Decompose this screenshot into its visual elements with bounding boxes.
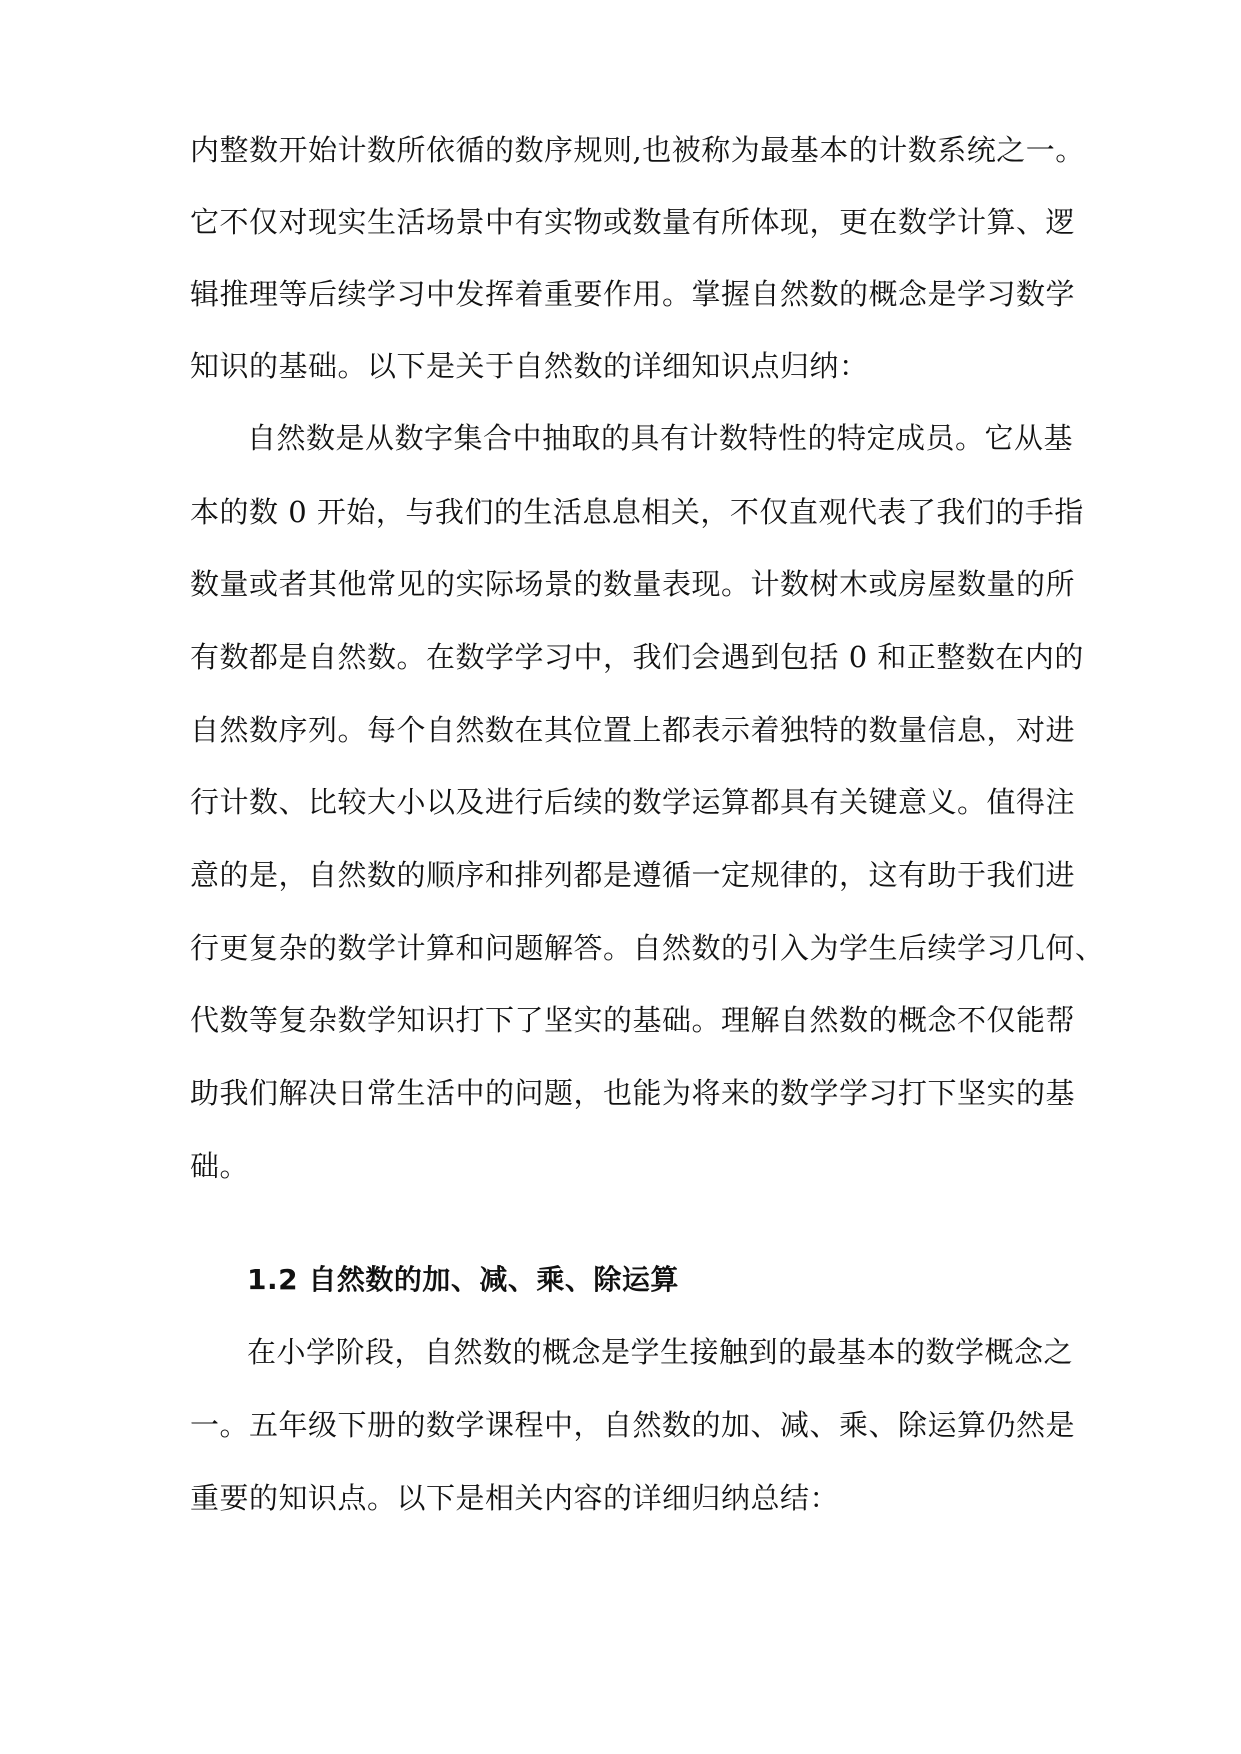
paragraph2-line-8: 行更复杂的数学计算和问题解答。自然数的引入为学生后续学习几何、 (190, 931, 1105, 965)
paragraph2-line-4: 有数都是自然数。在数学学习中，我们会遇到包括 0 和正整数在内的 (190, 640, 1084, 674)
paragraph1-line-4: 知识的基础。以下是关于自然数的详细知识点归纳： (190, 349, 869, 383)
paragraph2-line-1: 自然数是从数字集合中抽取的具有计数特性的特定成员。它从基 (247, 421, 1074, 455)
paragraph2-line-11: 础。 (190, 1149, 250, 1183)
paragraph2-line-6: 行计数、比较大小以及进行后续的数学运算都具有关键意义。值得注 (190, 785, 1076, 819)
paragraph2-line-7: 意的是，自然数的顺序和排列都是遵循一定规律的，这有助于我们进 (190, 858, 1076, 892)
paragraph2-line-5: 自然数序列。每个自然数在其位置上都表示着独特的数量信息，对进 (190, 713, 1076, 747)
paragraph3-line-1: 在小学阶段，自然数的概念是学生接触到的最基本的数学概念之 (247, 1335, 1074, 1369)
section-heading: 1.2 自然数的加、减、乘、除运算 (247, 1263, 679, 1296)
paragraph1-line-1: 内整数开始计数所依循的数序规则,也被称为最基本的计数系统之一。 (190, 133, 1085, 167)
paragraph2-line-3: 数量或者其他常见的实际场景的数量表现。计数树木或房屋数量的所 (190, 567, 1076, 601)
paragraph2-line-10: 助我们解决日常生活中的问题，也能为将来的数学学习打下坚实的基 (190, 1076, 1076, 1110)
paragraph3-line-3: 重要的知识点。以下是相关内容的详细归纳总结： (190, 1481, 840, 1515)
paragraph2-line-2: 本的数 0 开始，与我们的生活息息相关，不仅直观代表了我们的手指 (190, 495, 1084, 529)
paragraph2-line-9: 代数等复杂数学知识打下了坚实的基础。理解自然数的概念不仅能帮 (190, 1003, 1076, 1037)
paragraph3-line-2: 一。五年级下册的数学课程中，自然数的加、减、乘、除运算仍然是 (190, 1408, 1076, 1442)
paragraph1-line-2: 它不仅对现实生活场景中有实物或数量有所体现，更在数学计算、逻 (190, 205, 1076, 239)
paragraph1-line-3: 辑推理等后续学习中发挥着重要作用。掌握自然数的概念是学习数学 (190, 277, 1076, 311)
